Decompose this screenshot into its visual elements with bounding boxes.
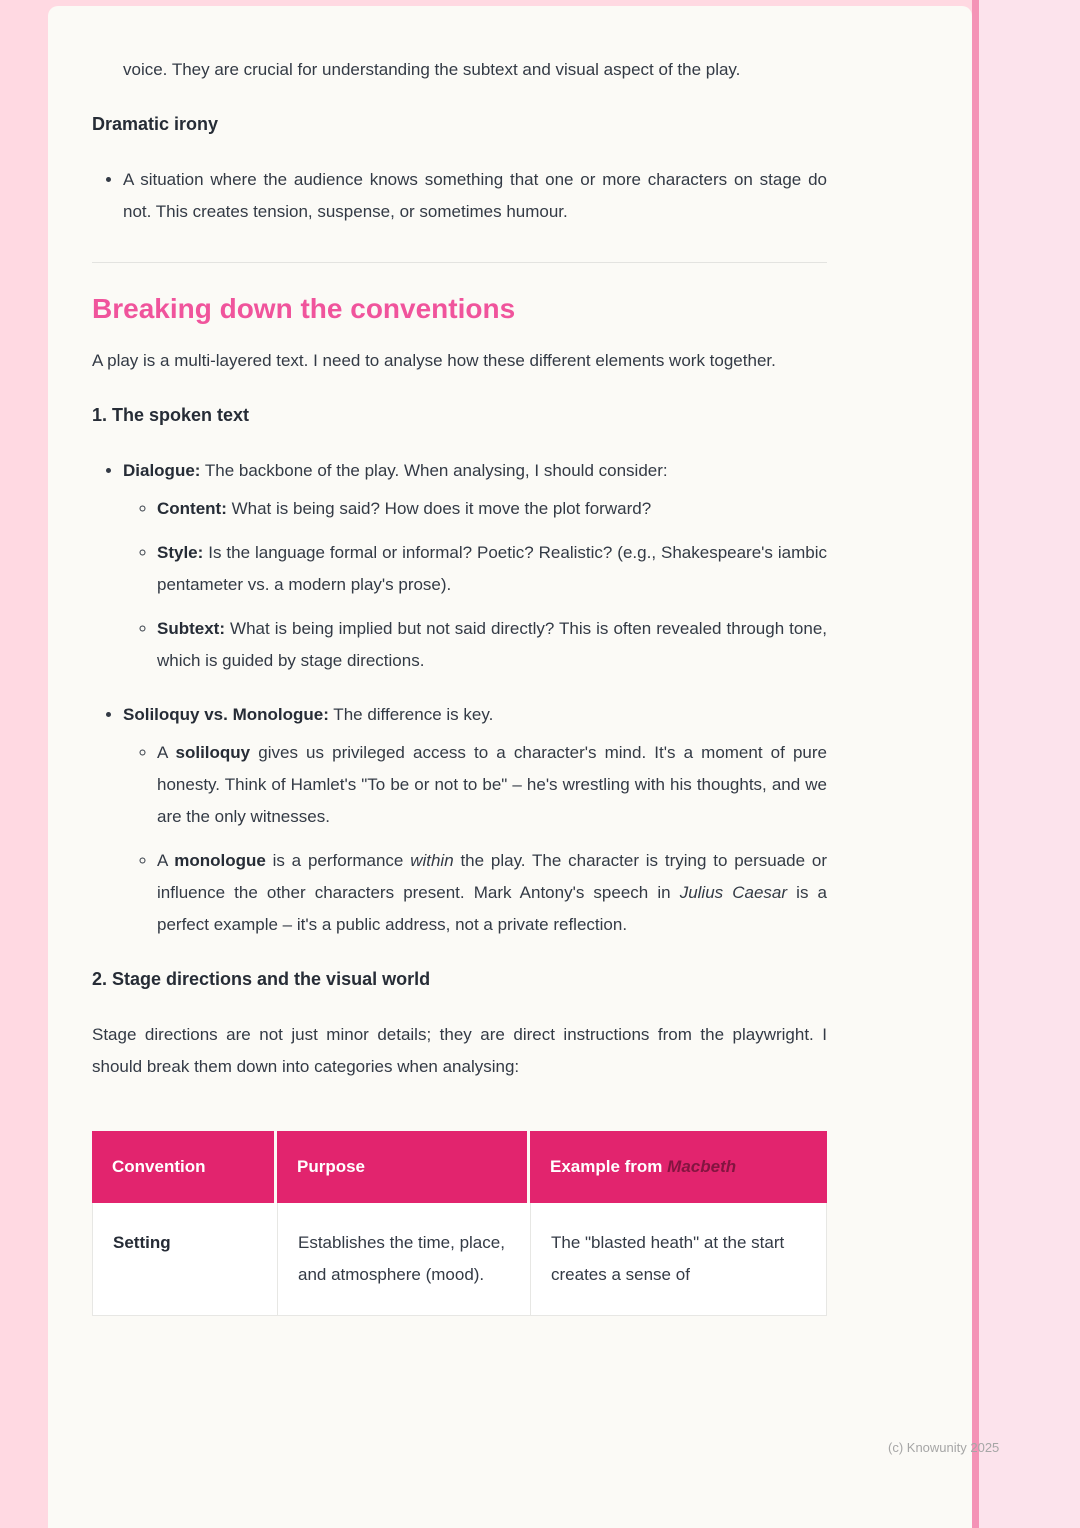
soliloquy-vs-monologue-text: The difference is key.	[328, 705, 494, 724]
list-item-soliloquy	[157, 737, 827, 833]
table-header-row	[92, 1131, 827, 1203]
style-text: Is the language formal or informal? Poetic? Realistic? (e.g., Shakespeare's iambic pentameter vs. a modern play's prose).	[157, 543, 827, 594]
table-cell-purpose: Establishes the time, place, and atmosphere (mood).	[277, 1203, 530, 1316]
list-item-content	[157, 493, 827, 525]
document-content	[48, 6, 972, 1316]
list-item-dialogue	[123, 455, 827, 677]
stage-directions-intro: Stage directions are not just minor details; they are direct instructions from the playwright. I should break them down into categories when analysing:	[92, 1025, 827, 1076]
list-item-monologue	[157, 845, 827, 941]
table-cell-example: The "blasted heath" at the start creates a sense of	[530, 1203, 827, 1316]
monologue-pre: A	[157, 851, 175, 870]
content-text: What is being said? How does it move the plot forward?	[226, 499, 652, 518]
table-header-purpose: Purpose	[277, 1131, 530, 1203]
monologue-text-2: the play. The character is trying to persuade or influence the other characters present. Mark Antony's speech in	[157, 851, 828, 902]
monologue-text-3: is a perfect example – it's a public address, not a private reflection.	[157, 883, 827, 934]
monologue-italic-within: within	[410, 851, 454, 870]
dialogue-sublist	[123, 493, 827, 677]
subtext-text: What is being implied but not said directly? This is often revealed through tone, which is guided by stage directions.	[157, 619, 827, 670]
list-item: • A situation where the audience knows something that one or more characters on stage do not. This creates tension, suspense, or sometimes humour.	[123, 164, 827, 228]
style-label: Style:	[157, 543, 204, 562]
page-title: Breaking down the conventions	[92, 293, 516, 324]
continuation-paragraph: voice. They are crucial for understanding the subtext and visual aspect of the play.	[123, 60, 741, 79]
section-divider	[92, 262, 827, 263]
spoken-text-list	[92, 455, 827, 941]
right-margin-strip	[979, 0, 1080, 1528]
dialogue-text: The backbone of the play. When analysing, I should consider:	[200, 461, 668, 480]
conventions-table	[92, 1131, 827, 1316]
soliloquy-sublist	[123, 737, 827, 941]
table-header-convention: Convention	[92, 1131, 277, 1203]
right-accent-line	[972, 0, 979, 1528]
page-card	[48, 6, 972, 1528]
soliloquy-pre: A	[157, 743, 176, 762]
monologue-term: monologue	[174, 851, 266, 870]
conventions-intro: A play is a multi-layered text. I need to analyse how these different elements work together.	[92, 351, 776, 370]
soliloquy-term: soliloquy	[175, 743, 251, 762]
table-header-example-prefix: Example from	[550, 1157, 668, 1176]
list-item-soliloquy-vs-monologue	[123, 699, 827, 941]
list-item-style	[157, 537, 827, 601]
heading-dramatic-irony: Dramatic irony	[92, 114, 219, 134]
subtext-label: Subtext:	[157, 619, 225, 638]
table-row	[92, 1203, 827, 1316]
dialogue-label: Dialogue:	[123, 461, 201, 480]
table-header-example-book-title: Macbeth	[667, 1157, 737, 1176]
soliloquy-text: gives us privileged access to a character's mind. It's a moment of pure honesty. Think of Hamlet's "To be or not to be" – he's wrestling with his thoughts, and we are the only witnesses.	[157, 743, 827, 826]
copyright-watermark: (c) Knowunity 2025	[888, 1440, 1000, 1455]
monologue-italic-julius-caesar: Julius Caesar	[679, 883, 788, 902]
heading-spoken-text: 1. The spoken text	[92, 405, 250, 425]
soliloquy-vs-monologue-label: Soliloquy vs. Monologue:	[123, 705, 329, 724]
content-label: Content:	[157, 499, 227, 518]
table-header-example	[530, 1131, 827, 1203]
heading-stage-directions: 2. Stage directions and the visual world	[92, 969, 431, 989]
list-item-subtext	[157, 613, 827, 677]
table-cell-convention: Setting	[92, 1203, 277, 1316]
monologue-text-1: is a performance	[265, 851, 411, 870]
dramatic-irony-list	[92, 164, 827, 228]
